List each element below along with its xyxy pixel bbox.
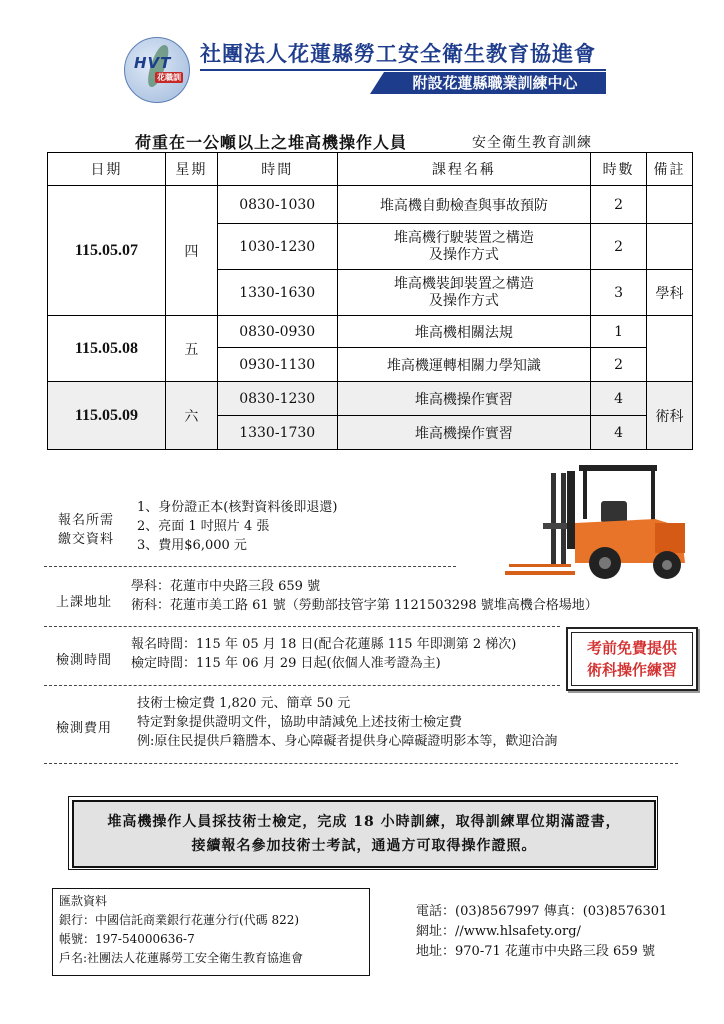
notice-line: 接續報名參加技術士考試，通過方可取得操作證照。 <box>191 838 537 854</box>
divider <box>44 763 678 764</box>
address-line: 術科：花蓮市美工路 61 號（勞動部技管字第 1121503298 號堆高機合格場地） <box>131 598 598 613</box>
address-label: 上課地址 <box>56 595 113 610</box>
hours-cell: 3 <box>591 270 647 316</box>
address-line: 學科：花蓮市中央路三段 659 號 <box>131 579 321 594</box>
course-cell <box>337 224 590 270</box>
registration-label-line: 繳交資料 <box>58 532 115 547</box>
time-cell: 0830-1230 <box>217 382 337 416</box>
org-subtitle: 附設花蓮縣職業訓練中心 <box>384 72 606 94</box>
divider <box>44 566 456 567</box>
schedule-table <box>47 152 693 450</box>
note-cell <box>647 224 693 270</box>
time-cell: 0830-0930 <box>217 316 337 348</box>
course-line: 及操作方式 <box>428 246 499 263</box>
weekday-cell: 五 <box>165 316 217 382</box>
time-cell: 0830-1030 <box>217 186 337 224</box>
hours-cell: 2 <box>591 186 647 224</box>
exam-fee-line: 特定對象提供證明文件，協助申請減免上述技術士檢定費 <box>137 715 463 730</box>
note-cell <box>647 186 693 224</box>
note-cell: 學科 <box>647 270 693 316</box>
course-line: 及操作方式 <box>428 292 499 309</box>
logo-subtext: 花職訓 <box>157 73 181 82</box>
header-course: 課程名稱 <box>337 153 590 186</box>
forklift-image <box>505 463 695 588</box>
logo-text: HVT <box>134 54 172 72</box>
header-hours: 時數 <box>591 153 647 186</box>
notice-box <box>72 800 656 868</box>
header-divider <box>200 69 606 71</box>
list-item: 3、費用$6,000 元 <box>137 538 247 553</box>
exam-time-label: 檢測時間 <box>56 653 113 668</box>
bank-line: 帳號：197-54000636-7 <box>59 932 195 946</box>
list-item: 1、身份證正本(核對資料後即退還) <box>137 500 338 515</box>
note-cell: 術科 <box>647 382 693 450</box>
header-note: 備註 <box>647 153 693 186</box>
notice-line: 堆高機操作人員採技術士檢定，完成 18 小時訓練，取得訓練單位期滿證書， <box>107 814 621 830</box>
divider <box>44 626 560 627</box>
header-date: 日期 <box>48 153 166 186</box>
promo-line: 考前免費提供 <box>586 639 677 657</box>
exam-fee-list <box>137 694 557 751</box>
hours-cell: 4 <box>591 382 647 416</box>
course-cell: 堆高機自動檢查與事故預防 <box>337 186 590 224</box>
org-name: 社團法人花蓮縣勞工安全衛生教育協進會 <box>200 42 596 66</box>
bank-line: 匯款資料 <box>59 894 108 908</box>
contact-phone: 電話：(03)8567997 傳真：(03)8576301 <box>416 904 668 919</box>
note-cell <box>647 316 693 382</box>
date-cell: 115.05.08 <box>48 316 166 382</box>
exam-time-list <box>131 635 516 673</box>
table-row <box>48 316 693 348</box>
address-list <box>131 577 598 615</box>
exam-fee-label: 檢測費用 <box>56 721 113 736</box>
promo-inner-border <box>571 632 693 686</box>
hours-cell: 2 <box>591 224 647 270</box>
course-cell: 堆高機運轉相關力學知識 <box>337 348 590 382</box>
hours-cell: 1 <box>591 316 647 348</box>
date-cell: 115.05.09 <box>48 382 166 450</box>
header-time: 時間 <box>217 153 337 186</box>
exam-fee-line: 例:原住民提供戶籍謄本、身心障礙者提供身心障礙證明影本等，歡迎洽詢 <box>137 734 558 749</box>
weekday-cell: 四 <box>165 186 217 316</box>
course-subtitle: 安全衛生教育訓練 <box>472 135 592 151</box>
course-line: 堆高機行駛裝置之構造 <box>393 229 534 246</box>
registration-label <box>58 511 114 549</box>
course-cell <box>337 270 590 316</box>
bank-info-box <box>52 888 370 976</box>
time-cell: 1030-1230 <box>217 224 337 270</box>
course-title: 荷重在一公噸以上之堆高機操作人員 <box>135 133 408 152</box>
time-cell: 1330-1730 <box>217 416 337 450</box>
bank-line: 銀行：中國信託商業銀行花蓮分行(代碼 822) <box>59 913 300 927</box>
list-item: 2、亮面 1 吋照片 4 張 <box>137 519 270 534</box>
exam-time-line: 報名時間：115 年 05 月 18 日(配合花蓮縣 115 年即測第 2 梯次) <box>131 637 517 652</box>
time-cell: 1330-1630 <box>217 270 337 316</box>
header-weekday: 星期 <box>165 153 217 186</box>
bank-line: 戶名:社團法人花蓮縣勞工安全衛生教育協進會 <box>59 951 304 965</box>
hours-cell: 4 <box>591 416 647 450</box>
registration-label-line: 報名所需 <box>58 513 115 528</box>
weekday-cell: 六 <box>165 382 217 450</box>
table-row <box>48 382 693 416</box>
exam-time-line: 檢定時間：115 年 06 月 29 日起(依個人准考證為主) <box>131 656 441 671</box>
table-row <box>48 186 693 224</box>
registration-list <box>137 498 337 555</box>
hours-cell: 2 <box>591 348 647 382</box>
table-header-row <box>48 153 693 186</box>
promo-line: 術科操作練習 <box>586 661 677 679</box>
exam-fee-line: 技術士檢定費 1,820 元、簡章 50 元 <box>137 696 351 711</box>
contact-address: 地址：970-71 花蓮市中央路三段 659 號 <box>416 944 655 959</box>
divider <box>44 685 560 686</box>
course-cell: 堆高機相關法規 <box>337 316 590 348</box>
contact-website[interactable]: 網址：//www.hlsafety.org/ <box>416 924 581 939</box>
date-cell: 115.05.07 <box>48 186 166 316</box>
course-cell: 堆高機操作實習 <box>337 382 590 416</box>
course-line: 堆高機裝卸裝置之構造 <box>393 275 534 292</box>
contact-info <box>416 902 667 962</box>
time-cell: 0930-1130 <box>217 348 337 382</box>
promo-box <box>566 627 698 691</box>
course-cell: 堆高機操作實習 <box>337 416 590 450</box>
